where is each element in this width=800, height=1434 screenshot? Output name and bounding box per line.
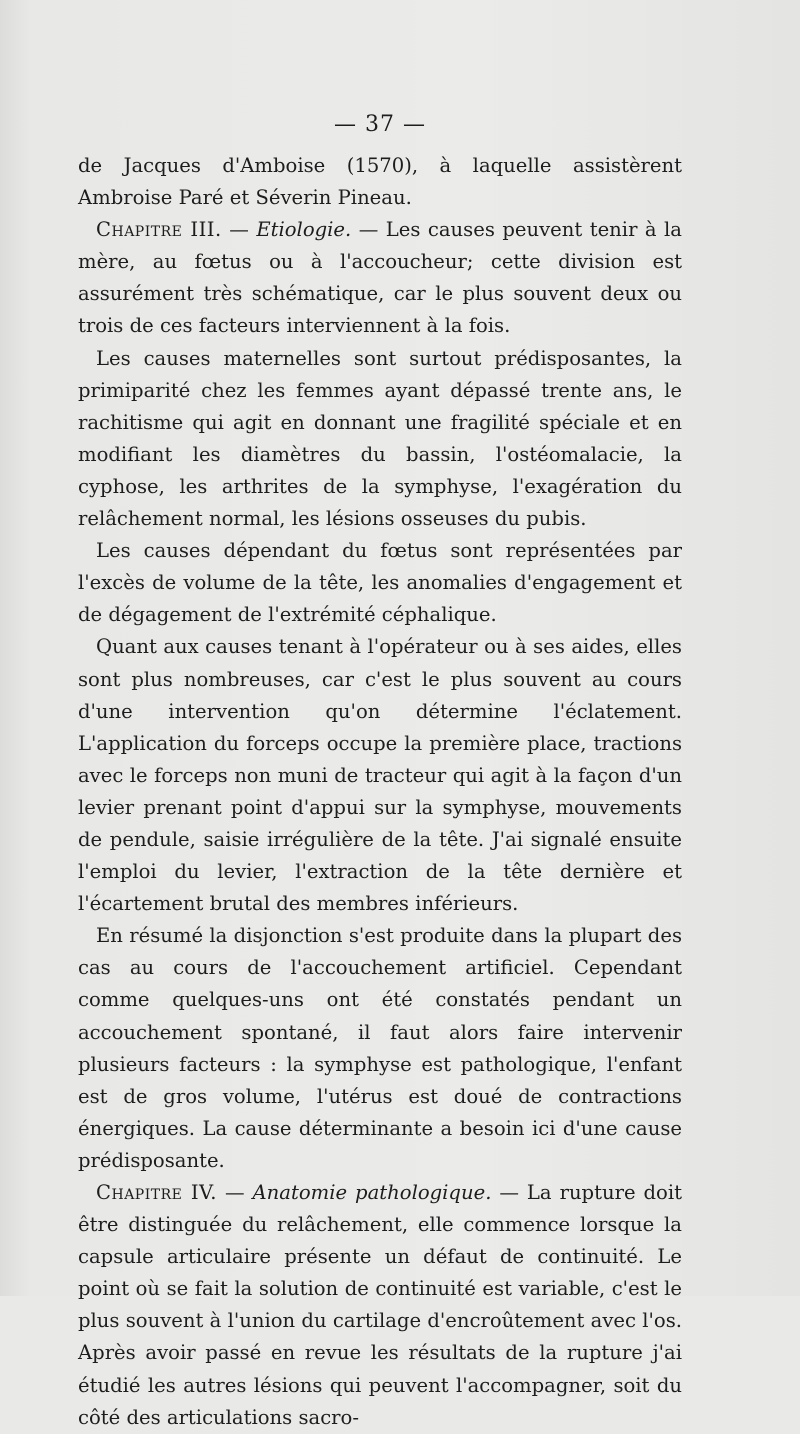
paragraph-maternal-causes (78, 343, 682, 536)
paragraph-text: de Jacques d'Amboise (1570), à laquelle assistèrent Ambroise Paré et Séverin Pineau. (78, 154, 682, 210)
chapter-label: Chapitre III. (96, 218, 222, 242)
paragraph-continuation (78, 150, 682, 214)
paragraph-operator-causes (78, 631, 682, 920)
chapter-title: Anatomie pathologique. (252, 1181, 492, 1204)
chapter-dash: — (221, 218, 257, 242)
paragraph-text: En résumé la disjonction s'est produite dans la plupart des cas au cours de l'accouchement artificiel. Cependant comme quelques-uns ont été constatés pendant un accouchement spontané, il faut alors faire intervenir plusieurs facteurs : la symphyse est pathologique, l'enfant est de gros volume, l'utérus est doué de contractions énergiques. La cause déterminante a besoin ici d'une cause prédisposante. (78, 924, 682, 1172)
paragraph-fetal-causes (78, 535, 682, 631)
chapter-title: Etiologie. (256, 218, 352, 242)
page-number: — 37 — (334, 112, 426, 137)
paragraph-text: — Les causes peuvent tenir à la mère, au fœtus ou à l'accoucheur; cette division est assurément très schématique, car le plus souvent deux ou trois de ces facteurs interviennent à la fois. (78, 218, 682, 338)
body-text (78, 150, 682, 1434)
paragraph-text: — La rupture doit être distinguée du relâchement, elle commence lorsque la capsule articulaire présente un défaut de continuité. Le point où se fait la solution de continuité est variable, c'est le plus souvent à l'union du cartilage d'encroûtement avec l'os. Après avoir passé en revue les résultats de la rupture j'ai étudié les autres lésions qui peuvent l'accompagner, soit du côté des articulations sacro- (78, 1181, 682, 1429)
chapter-label: Chapitre IV. (96, 1181, 218, 1204)
paragraph-text: Les causes maternelles sont surtout prédisposantes, la primiparité chez les femmes ayant dépassé trente ans, le rachitisme qui agit en donnant une fragilité spéciale et en modifiant les diamètres du bassin, l'ostéomalacie, la cyphose, les arthrites de la symphyse, l'exagération du relâchement normal, les lésions osseuses du pubis. (78, 346, 682, 531)
paragraph-text: Quant aux causes tenant à l'opérateur ou à ses aides, elles sont plus nombreuses, car c'est le plus souvent au cours d'une intervention qu'on détermine l'éclatement. L'application du forceps occupe la première place, tractions avec le forceps non muni de tracteur qui agit à la façon d'un levier prenant point d'appui sur la symphyse, mouvements de pendule, saisie irrégulière de la tête. J'ai signalé ensuite l'emploi du levier, l'extraction de la tête dernière et l'écartement brutal des membres inférieurs. (78, 635, 682, 916)
paragraph-chapter-3 (78, 214, 682, 342)
paragraph-text: Les causes dépendant du fœtus sont représentées par l'excès de volume de la tête, les anomalies d'engagement et de dégagement de l'extrémité céphalique. (78, 539, 682, 627)
chapter-dash: — (217, 1181, 253, 1204)
paragraph-summary (78, 920, 682, 1177)
paragraph-chapter-4 (78, 1177, 682, 1434)
